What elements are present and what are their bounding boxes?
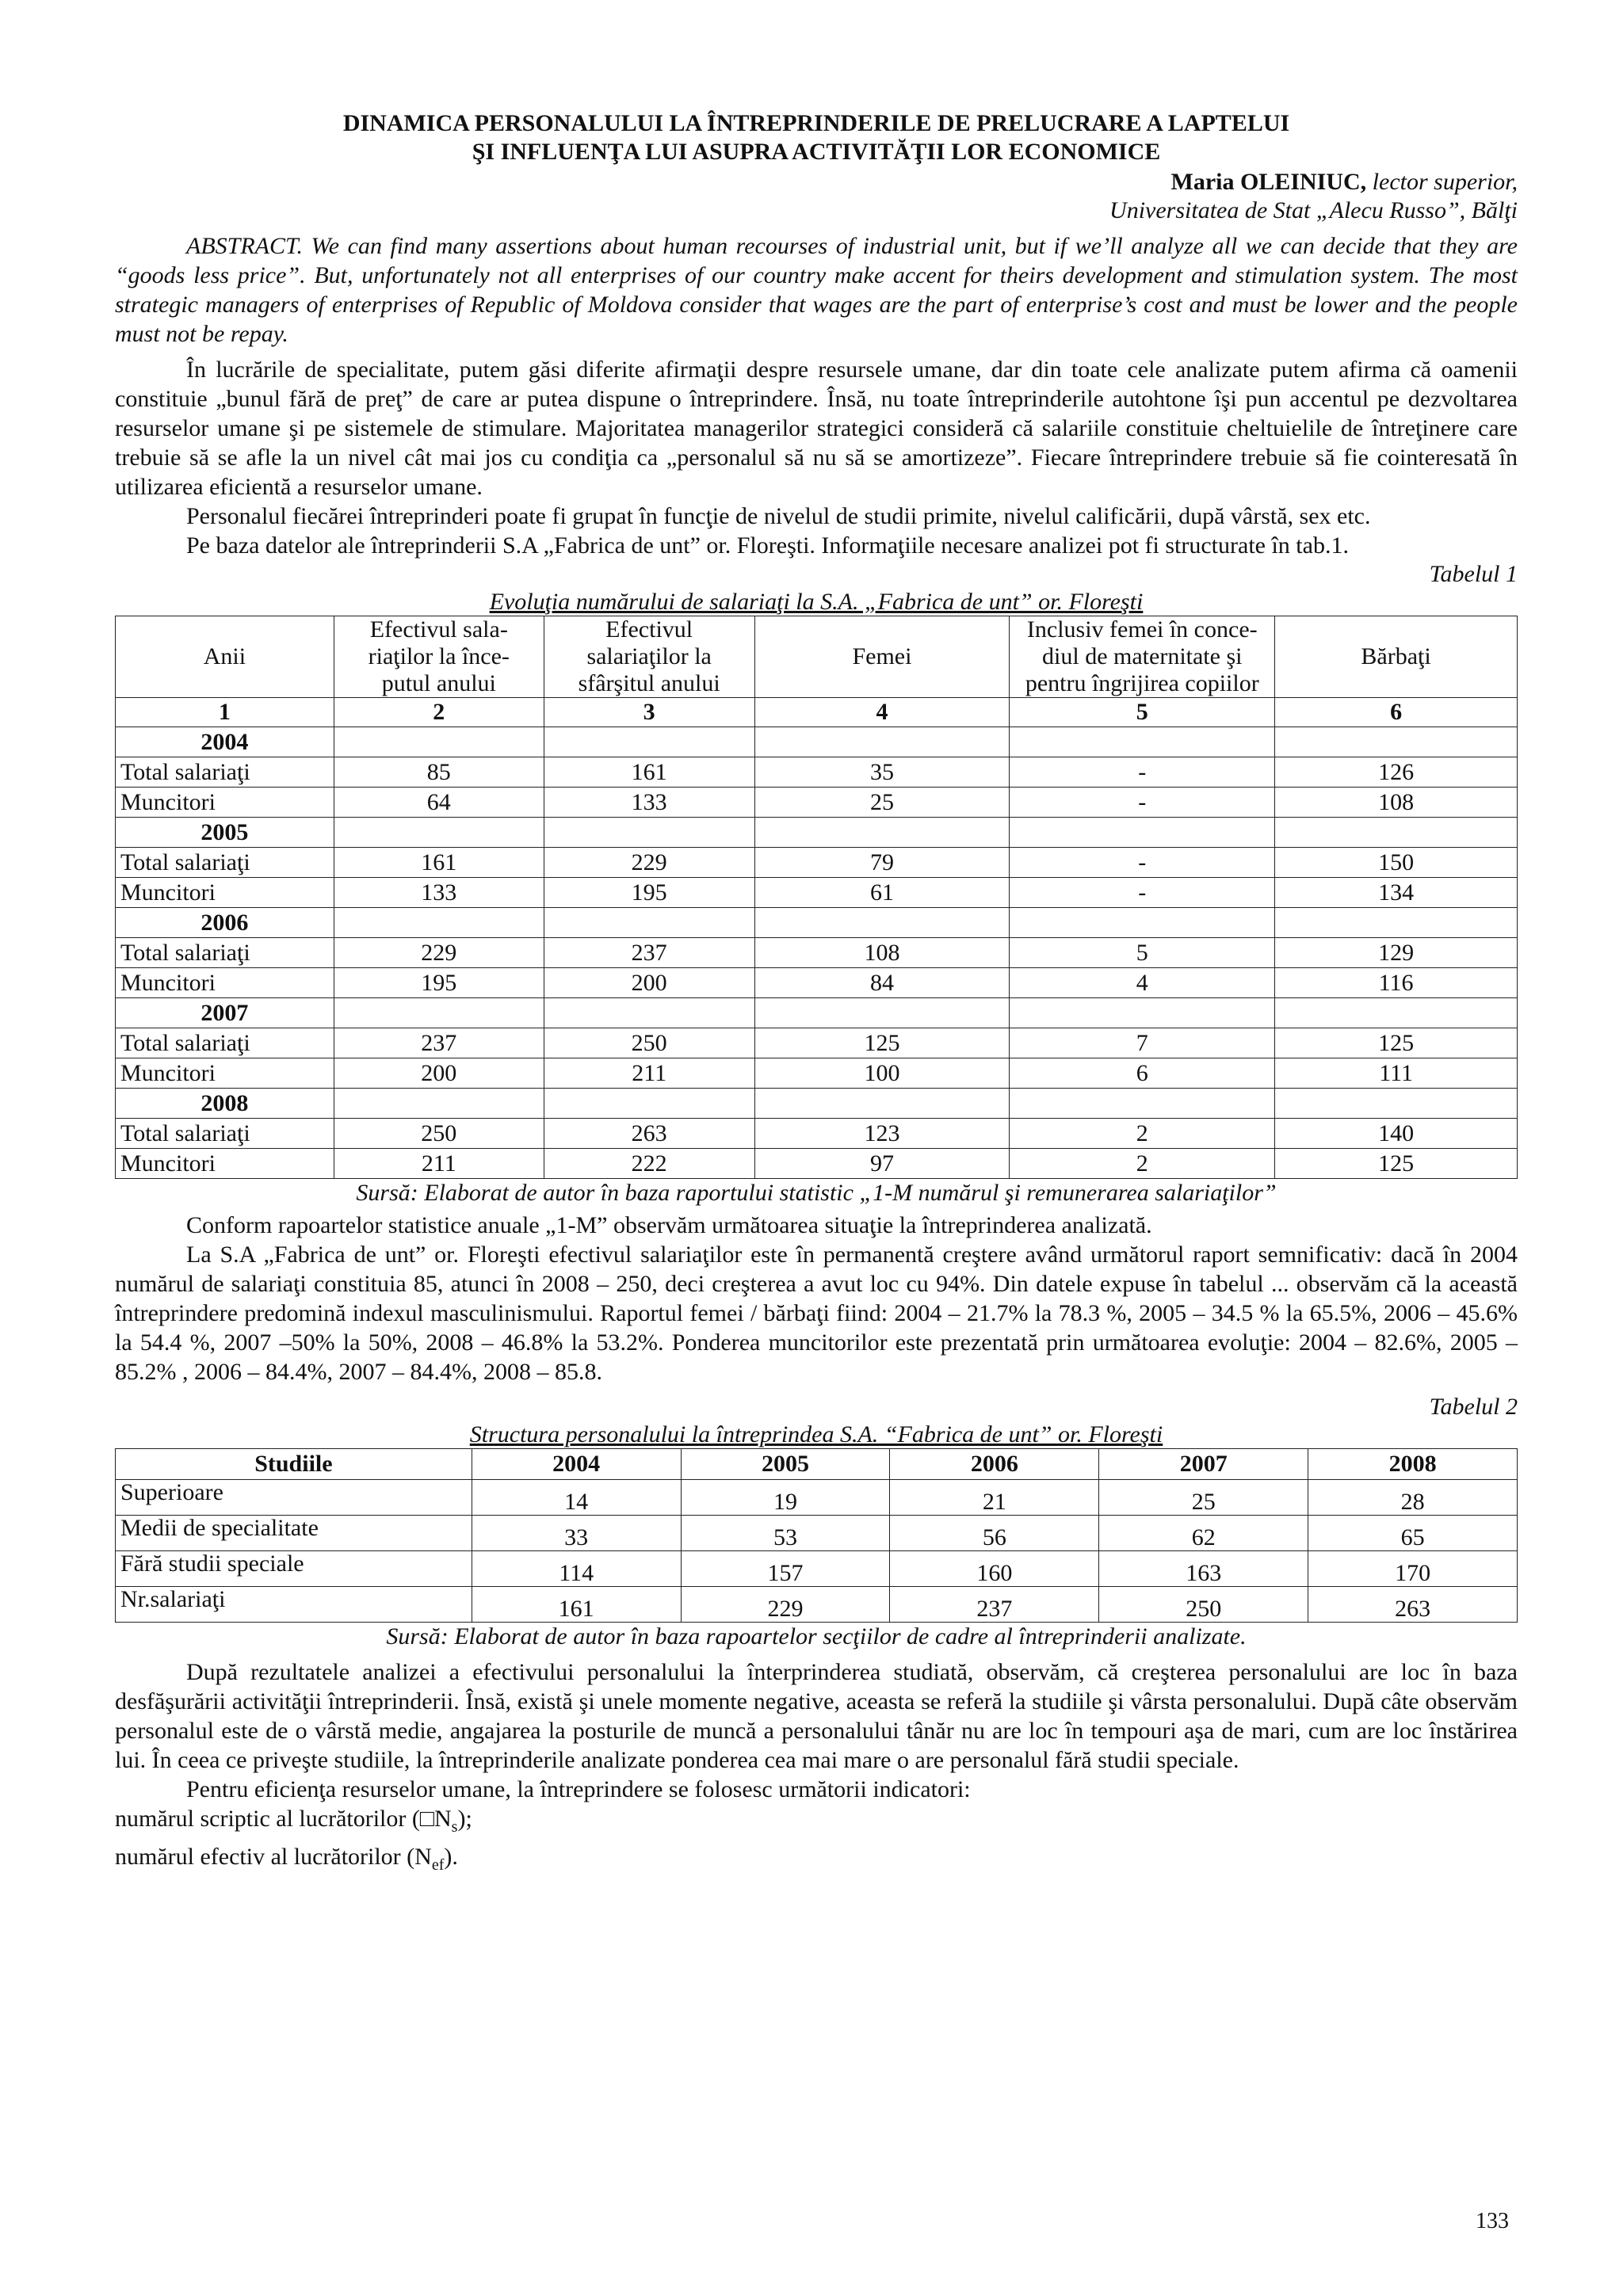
value-cell: 195 [334, 968, 544, 998]
header-line: riaţilor la înce- [368, 643, 510, 669]
value-cell: - [1010, 848, 1275, 878]
header-line: diul de maternitate şi [1042, 643, 1243, 669]
value-cell: 263 [544, 1119, 754, 1149]
paragraph-6: După rezultatele analizei a efectivului personalului la înterprinderea studiată, observăm, că creşterea personalului are loc în baza desfăşurării activităţii întreprinderii. Însă, există şi unele momente negative, aceasta se referă la studiile şi vârsta personalului. După câte observăm personalul este de o vârstă medie, angajarea la posturile de muncă a personalului tânăr nu are loc în tempouri aşa de mari, cum are loc înstărirea lui. În ceea ce priveşte studiile, la întreprinderile analizate ponderea cea mai mare o are personalul fără studii speciale. [115, 1659, 1518, 1773]
value-cell: 61 [754, 878, 1010, 908]
value-cell: 2 [1010, 1119, 1275, 1149]
value-cell: 79 [754, 848, 1010, 878]
table-1-header-row [116, 616, 1518, 698]
value-cell: 108 [1275, 788, 1518, 818]
empty-cell [1275, 1089, 1518, 1119]
row-label-cell: Muncitori [116, 1058, 334, 1089]
value-cell: 85 [334, 757, 544, 788]
value-cell: 7 [1010, 1028, 1275, 1058]
empty-cell [754, 818, 1010, 848]
empty-cell [1275, 727, 1518, 757]
value-cell: 116 [1275, 968, 1518, 998]
table-1-body [116, 698, 1518, 1179]
header-line: Femei [852, 643, 912, 669]
value-cell: 108 [754, 938, 1010, 968]
table-1-row [116, 848, 1518, 878]
table-2-header-cell: Studiile [116, 1449, 472, 1480]
header-line: pentru îngrijirea copiilor [1025, 670, 1259, 696]
value-cell: 125 [1275, 1149, 1518, 1179]
value-cell: 114 [472, 1551, 681, 1587]
table-1-source: Sursă: Elaborat de autor în baza raportului statistic „1-M numărul şi remunerarea salariaţilor” [356, 1180, 1277, 1206]
value-cell: 229 [681, 1587, 890, 1623]
empty-cell [754, 908, 1010, 938]
empty-cell [334, 998, 544, 1028]
author-name: Maria OLEINIUC, [1170, 169, 1367, 195]
value-cell: 229 [544, 848, 754, 878]
column-number-cell: 6 [1275, 698, 1518, 727]
table-1-header-cell [754, 616, 1010, 698]
empty-cell [334, 727, 544, 757]
value-cell: 53 [681, 1516, 890, 1551]
paragraph-3: Pe baza datelor ale întreprinderii S.A „Fabrica de unt” or. Floreşti. Informaţiile necesare analizei pot fi structurate în tab.1. [186, 532, 1349, 559]
empty-cell [1010, 1089, 1275, 1119]
value-cell: 263 [1308, 1587, 1518, 1623]
header-line: Anii [203, 643, 246, 669]
value-cell: 125 [1275, 1028, 1518, 1058]
value-cell: 126 [1275, 757, 1518, 788]
value-cell: 65 [1308, 1516, 1518, 1551]
empty-cell [1275, 908, 1518, 938]
table-1-row [116, 757, 1518, 788]
table-2-header-cell: 2006 [890, 1449, 1099, 1480]
table-2-caption: Structura personalului la întreprindea S.A. “Fabrica de unt” or. Floreşti [469, 1421, 1163, 1447]
empty-cell [544, 908, 754, 938]
row-label-cell: Nr.salariaţi [116, 1587, 472, 1623]
value-cell: 170 [1308, 1551, 1518, 1587]
table-1-year-row [116, 998, 1518, 1028]
column-number-cell: 1 [116, 698, 334, 727]
title-line-2: ŞI INFLUENŢA LUI ASUPRA ACTIVITĂŢII LOR ECONOMICE [472, 139, 1161, 165]
page-content [115, 109, 1518, 1880]
value-cell: 64 [334, 788, 544, 818]
year-cell: 2004 [116, 727, 334, 757]
empty-cell [544, 1089, 754, 1119]
header-line: Bărbaţi [1361, 643, 1431, 669]
value-cell: 84 [754, 968, 1010, 998]
article-title [115, 109, 1518, 166]
table-1-header-cell [544, 616, 754, 698]
page-number: 133 [1476, 2209, 1509, 2233]
table-1-row [116, 878, 1518, 908]
row-label-cell: Muncitori [116, 1149, 334, 1179]
value-cell: 33 [472, 1516, 681, 1551]
empty-cell [334, 908, 544, 938]
table-1-header-cell [1010, 616, 1275, 698]
table-1-label: Tabelul 1 [1429, 561, 1518, 587]
value-cell: 133 [334, 878, 544, 908]
value-cell: 56 [890, 1516, 1099, 1551]
value-cell: 100 [754, 1058, 1010, 1089]
author-block [115, 168, 1518, 225]
table-2-row [116, 1551, 1518, 1587]
year-cell: 2005 [116, 818, 334, 848]
empty-cell [544, 727, 754, 757]
value-cell: 134 [1275, 878, 1518, 908]
column-number-cell: 4 [754, 698, 1010, 727]
table-1-year-row [116, 727, 1518, 757]
table-1-header-cell [1275, 616, 1518, 698]
table-1-header-cell [334, 616, 544, 698]
value-cell: 25 [1099, 1480, 1308, 1516]
empty-cell [544, 998, 754, 1028]
value-cell: 160 [890, 1551, 1099, 1587]
table-2-header-row [116, 1449, 1518, 1480]
empty-cell [1275, 818, 1518, 848]
table-2 [115, 1448, 1518, 1623]
table-2-header-cell: 2007 [1099, 1449, 1308, 1480]
value-cell: 222 [544, 1149, 754, 1179]
empty-cell [754, 998, 1010, 1028]
table-1-row [116, 1058, 1518, 1089]
value-cell: 161 [544, 757, 754, 788]
paragraph-7: Pentru eficienţa resurselor umane, la întreprindere se folosesc următorii indicatori: [186, 1776, 971, 1802]
value-cell: 140 [1275, 1119, 1518, 1149]
table-2-header-cell: 2004 [472, 1449, 681, 1480]
value-cell: 237 [544, 938, 754, 968]
value-cell: 97 [754, 1149, 1010, 1179]
column-number-cell: 5 [1010, 698, 1275, 727]
value-cell: 2 [1010, 1149, 1275, 1179]
empty-cell [754, 1089, 1010, 1119]
row-label-cell: Total salariaţi [116, 1028, 334, 1058]
value-cell: 19 [681, 1480, 890, 1516]
header-line: sfârşitul anului [578, 670, 720, 696]
empty-cell [1010, 818, 1275, 848]
value-cell: 62 [1099, 1516, 1308, 1551]
value-cell: 111 [1275, 1058, 1518, 1089]
value-cell: 35 [754, 757, 1010, 788]
row-label-cell: Total salariaţi [116, 848, 334, 878]
table-2-source: Sursă: Elaborat de autor în baza rapoartelor secţiilor de cadre al întreprinderii analizate. [386, 1623, 1247, 1650]
value-cell: - [1010, 788, 1275, 818]
paragraph-2: Personalul fiecărei întreprinderi poate fi grupat în funcţie de nivelul de studii primite, nivelul calificării, după vârstă, sex etc. [186, 503, 1371, 529]
empty-cell [334, 1089, 544, 1119]
table-2-header-cell: 2005 [681, 1449, 890, 1480]
row-label-cell: Muncitori [116, 788, 334, 818]
row-label-cell: Muncitori [116, 878, 334, 908]
title-line-1: DINAMICA PERSONALULUI LA ÎNTREPRINDERILE DE PRELUCRARE A LAPTELUI [342, 110, 1290, 136]
row-label-cell: Fără studii speciale [116, 1551, 472, 1587]
value-cell: 161 [334, 848, 544, 878]
value-cell: 125 [754, 1028, 1010, 1058]
column-number-cell: 2 [334, 698, 544, 727]
year-cell: 2008 [116, 1089, 334, 1119]
header-line: salariaţilor la [586, 643, 712, 669]
value-cell: 129 [1275, 938, 1518, 968]
table-2-label: Tabelul 2 [1429, 1394, 1518, 1420]
header-line: Efectivul sala- [369, 616, 508, 643]
value-cell: 250 [544, 1028, 754, 1058]
value-cell: 195 [544, 878, 754, 908]
value-cell: 200 [544, 968, 754, 998]
empty-cell [1010, 998, 1275, 1028]
header-line: Efectivul [605, 616, 693, 643]
empty-cell [544, 818, 754, 848]
column-number-cell: 3 [544, 698, 754, 727]
value-cell: 250 [334, 1119, 544, 1149]
table-2-row [116, 1480, 1518, 1516]
table-2-body [116, 1480, 1518, 1623]
table-1-row [116, 968, 1518, 998]
table-1-row [116, 1149, 1518, 1179]
empty-cell [1010, 908, 1275, 938]
year-cell: 2007 [116, 998, 334, 1028]
value-cell: - [1010, 757, 1275, 788]
value-cell: 211 [544, 1058, 754, 1089]
table-1-year-row [116, 1089, 1518, 1119]
row-label-cell: Medii de specialitate [116, 1516, 472, 1551]
value-cell: 14 [472, 1480, 681, 1516]
row-label-cell: Total salariaţi [116, 938, 334, 968]
table-1-year-row [116, 818, 1518, 848]
row-label-cell: Total salariaţi [116, 757, 334, 788]
value-cell: 200 [334, 1058, 544, 1089]
table-2-row [116, 1516, 1518, 1551]
author-affiliation: Universitatea de Stat „Alecu Russo”, Bălţi [1109, 197, 1518, 223]
value-cell: 21 [890, 1480, 1099, 1516]
value-cell: 25 [754, 788, 1010, 818]
value-cell: 150 [1275, 848, 1518, 878]
value-cell: 133 [544, 788, 754, 818]
value-cell: 4 [1010, 968, 1275, 998]
value-cell: 28 [1308, 1480, 1518, 1516]
table-1-year-row [116, 908, 1518, 938]
value-cell: 237 [890, 1587, 1099, 1623]
value-cell: 211 [334, 1149, 544, 1179]
year-cell: 2006 [116, 908, 334, 938]
paragraph-1: În lucrările de specialitate, putem găsi diferite afirmaţii despre resursele umane, dar din toate cele analizate putem afirma că oamenii constituie „bunul fără de preţ” de care ar putea dispune o întreprindere. Însă, nu toate întreprinderile autohtone îşi pun accentul pe dezvoltarea resurselor umane şi pe sistemele de stimulare. Majoritatea managerilor strategici consideră că salariile constituie cheltuielile de întreţinere care trebuie să se afle la un nivel cât mai jos cu condiţia ca „personalul să nu să se amortizeze”. Fiecare întreprindere trebuie să fie cointeresată în utilizarea eficientă a resurselor umane. [115, 357, 1518, 500]
value-cell: 161 [472, 1587, 681, 1623]
table-1-header-cell [116, 616, 334, 698]
value-cell: 229 [334, 938, 544, 968]
value-cell: - [1010, 878, 1275, 908]
paragraph-5: La S.A „Fabrica de unt” or. Floreşti efectivul salariaţilor este în permanentă creştere având următorul raport semnificativ: dacă în 2004 numărul de salariaţi constituia 85, atunci în 2008 – 250, deci creşterea a avut loc cu 94%. Din datele expuse în tabelul ... observăm că la această întreprindere predomină indexul masculinismului. Raportul femei / bărbaţi fiind: 2004 – 21.7% la 78.3 %, 2005 – 34.5 % la 65.5%, 2006 – 45.6% la 54.4 %, 2007 –50% la 50%, 2008 – 46.8% la 53.2%. Ponderea muncitorilor este prezentată prin următoarea evoluţie: 2004 – 82.6%, 2005 – 85.2% , 2006 – 84.4%, 2007 – 84.4%, 2008 – 85.8. [115, 1241, 1518, 1385]
header-line: putul anului [381, 670, 496, 696]
value-cell: 250 [1099, 1587, 1308, 1623]
value-cell: 163 [1099, 1551, 1308, 1587]
indicator-1: numărul scriptic al lucrătorilor $(□N_s)$; [115, 1806, 472, 1836]
table-1-column-number-row [116, 698, 1518, 727]
value-cell: 5 [1010, 938, 1275, 968]
value-cell: 237 [334, 1028, 544, 1058]
table-1 [115, 616, 1518, 1179]
author-role: lector superior, [1372, 169, 1518, 195]
empty-cell [754, 727, 1010, 757]
header-line: Inclusiv femei în conce- [1026, 616, 1258, 643]
table-1-row [116, 1028, 1518, 1058]
paragraph-4: Conform rapoartelor statistice anuale „1-M” observăm următoarea situaţie la întreprinderea analizată. [186, 1212, 1152, 1238]
value-cell: 157 [681, 1551, 890, 1587]
table-2-header-cell: 2008 [1308, 1449, 1518, 1480]
empty-cell [334, 818, 544, 848]
value-cell: 123 [754, 1119, 1010, 1149]
indicator-2: numărul efectiv al lucrătorilor $(N_{ef})$. [115, 1844, 458, 1874]
row-label-cell: Muncitori [116, 968, 334, 998]
table-2-row [116, 1587, 1518, 1623]
table-1-caption: Evoluţia numărului de salariaţi la S.A. „Fabrica de unt” or. Floreşti [489, 589, 1144, 615]
table-1-row [116, 938, 1518, 968]
row-label-cell: Total salariaţi [116, 1119, 334, 1149]
abstract: ABSTRACT. We can find many assertions about human recourses of industrial unit, but if we’ll analyze all we can decide that they are “goods less price”. But, unfortunately not all enterprises of our country make accent for theirs development and stimulation system. The most strategic managers of enterprises of Republic of Moldova consider that wages are the part of enterprise’s cost and must be lower and the people must not be repay. [115, 233, 1518, 347]
row-label-cell: Superioare [116, 1480, 472, 1516]
table-1-row [116, 1119, 1518, 1149]
empty-cell [1010, 727, 1275, 757]
table-1-row [116, 788, 1518, 818]
empty-cell [1275, 998, 1518, 1028]
value-cell: 6 [1010, 1058, 1275, 1089]
